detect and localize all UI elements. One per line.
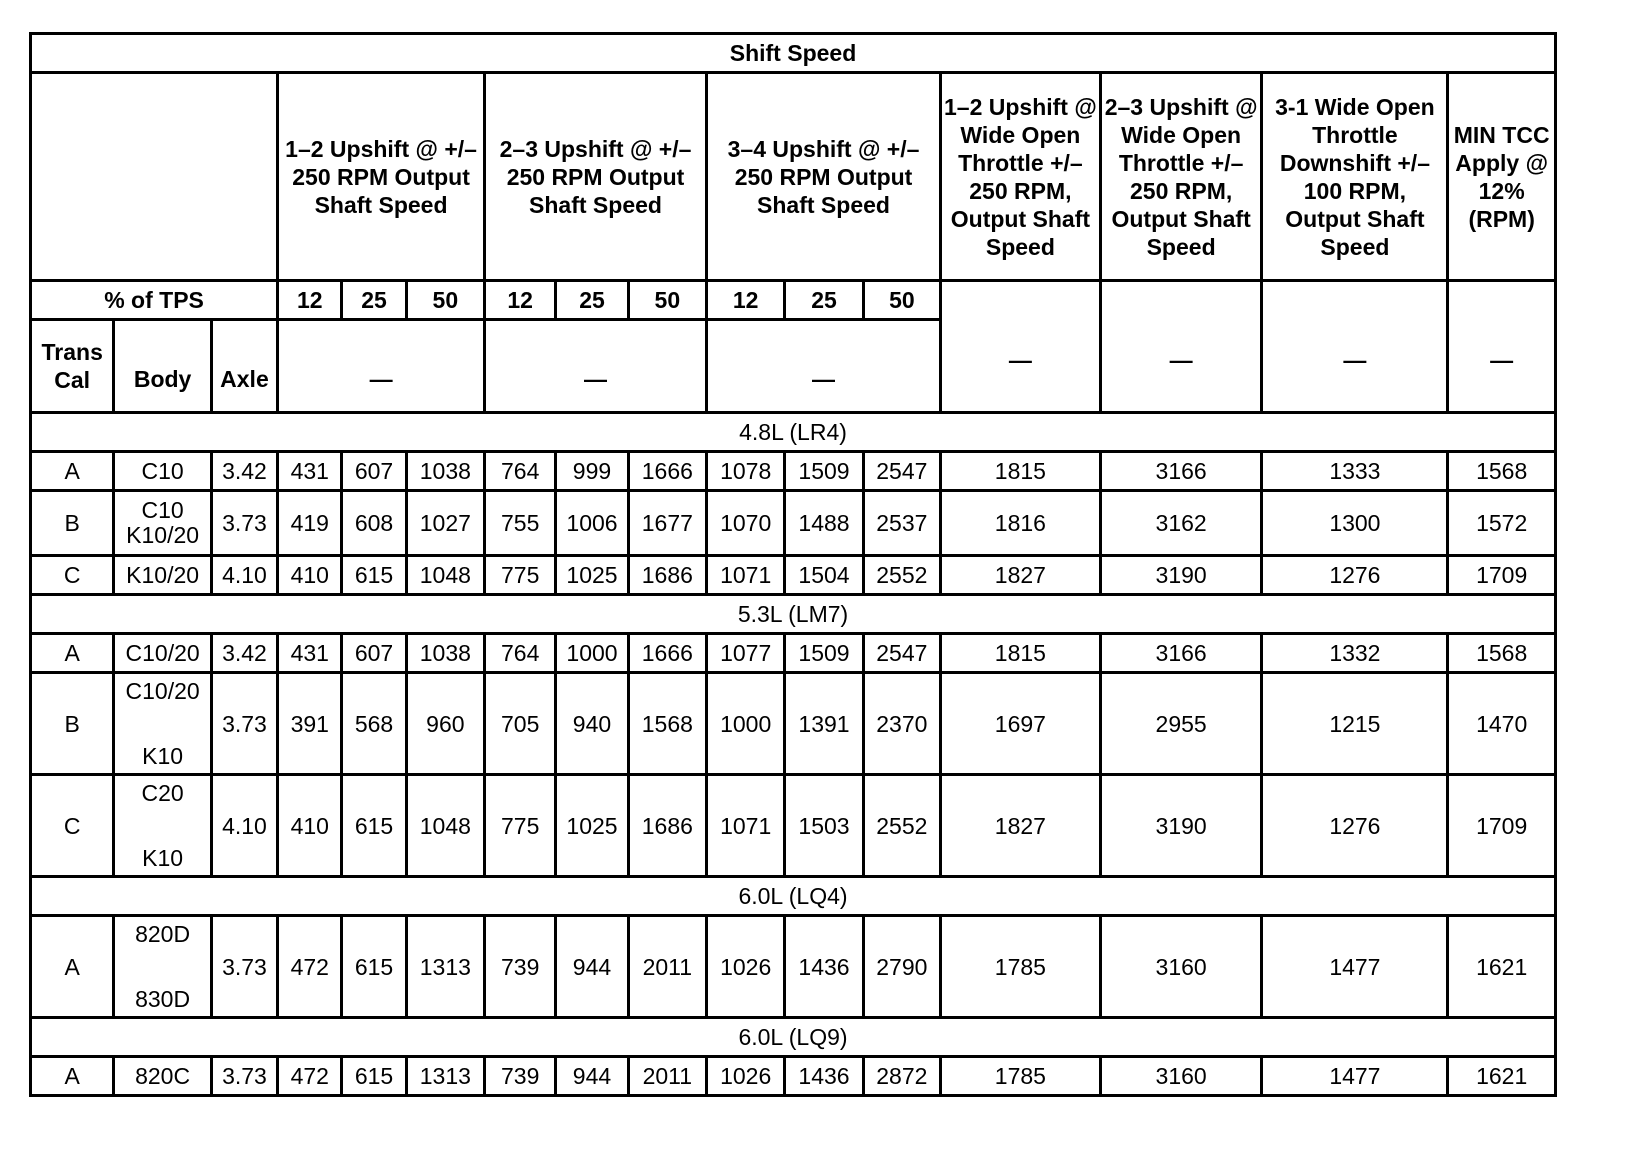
- tps-value: 12: [485, 281, 556, 320]
- value-cell: 1686: [628, 556, 706, 595]
- value-cell: 419: [278, 491, 342, 556]
- tps-value: 25: [342, 281, 406, 320]
- body-cell: [114, 1057, 211, 1096]
- body-line: C10: [141, 497, 184, 523]
- value-cell: 391: [278, 673, 342, 775]
- value-cell: 1568: [1448, 452, 1556, 491]
- value-cell: 1677: [628, 491, 706, 556]
- engine-group-row: [31, 595, 1556, 634]
- body-gap: [115, 809, 209, 842]
- body-line: K10/20: [126, 562, 200, 588]
- engine-group-label: 6.0L (LQ4): [31, 877, 1556, 916]
- trans-cal-cell: C: [31, 775, 114, 877]
- value-cell: 1509: [785, 634, 863, 673]
- axle-cell: 3.42: [211, 634, 277, 673]
- value-cell: 2552: [863, 556, 940, 595]
- engine-group-label: 6.0L (LQ9): [31, 1018, 1556, 1057]
- dash-cell: —: [707, 320, 941, 413]
- value-cell: 1488: [785, 491, 863, 556]
- dash-cell: —: [1262, 281, 1448, 413]
- tps-value: 25: [556, 281, 628, 320]
- value-cell: 2547: [863, 634, 940, 673]
- trans-cal-cell: A: [31, 1057, 114, 1096]
- value-cell: 739: [485, 1057, 556, 1096]
- value-cell: 940: [556, 673, 628, 775]
- value-cell: 2790: [863, 916, 940, 1018]
- value-cell: 1697: [941, 673, 1101, 775]
- value-cell: 775: [485, 556, 556, 595]
- dash-cell: —: [1448, 281, 1556, 413]
- value-cell: 1077: [707, 634, 785, 673]
- body-cell: [114, 775, 211, 877]
- header-wot-upshift-1-2: 1–2 Upshift @ Wide Open Throttle +/– 250 RPM, Output Shaft Speed: [941, 73, 1101, 281]
- axle-cell: 3.73: [211, 916, 277, 1018]
- value-cell: 615: [342, 775, 406, 877]
- value-cell: 1071: [707, 775, 785, 877]
- value-cell: 999: [556, 452, 628, 491]
- value-cell: 1038: [406, 634, 484, 673]
- value-cell: 1477: [1262, 916, 1448, 1018]
- value-cell: 2011: [628, 916, 706, 1018]
- value-cell: 3162: [1100, 491, 1262, 556]
- dash-cell: —: [485, 320, 707, 413]
- value-cell: 1333: [1262, 452, 1448, 491]
- value-cell: 1509: [785, 452, 863, 491]
- value-cell: 1666: [628, 634, 706, 673]
- trans-cal-cell: B: [31, 491, 114, 556]
- value-cell: 1568: [628, 673, 706, 775]
- value-cell: 1006: [556, 491, 628, 556]
- value-cell: 2547: [863, 452, 940, 491]
- value-cell: 775: [485, 775, 556, 877]
- body-gap: [115, 950, 209, 983]
- table-row: [31, 673, 1556, 775]
- table-row: [31, 916, 1556, 1018]
- value-cell: 2011: [628, 1057, 706, 1096]
- header-upshift-3-4: 3–4 Upshift @ +/– 250 RPM Output Shaft Speed: [707, 73, 941, 281]
- value-cell: 1785: [941, 1057, 1101, 1096]
- value-cell: 944: [556, 1057, 628, 1096]
- value-cell: 739: [485, 916, 556, 1018]
- value-cell: 1470: [1448, 673, 1556, 775]
- value-cell: 1572: [1448, 491, 1556, 556]
- value-cell: 944: [556, 916, 628, 1018]
- value-cell: 1078: [707, 452, 785, 491]
- header-upshift-1-2: 1–2 Upshift @ +/– 250 RPM Output Shaft Speed: [278, 73, 485, 281]
- value-cell: 764: [485, 452, 556, 491]
- value-cell: 1025: [556, 556, 628, 595]
- value-cell: 1391: [785, 673, 863, 775]
- body-cell: [114, 634, 211, 673]
- trans-cal-cell: C: [31, 556, 114, 595]
- value-cell: 1026: [707, 1057, 785, 1096]
- engine-group-label: 5.3L (LM7): [31, 595, 1556, 634]
- body-line: C10: [141, 458, 184, 484]
- value-cell: 3166: [1100, 452, 1262, 491]
- value-cell: 2370: [863, 673, 940, 775]
- value-cell: 1436: [785, 916, 863, 1018]
- value-cell: 764: [485, 634, 556, 673]
- value-cell: 410: [278, 775, 342, 877]
- value-cell: 1276: [1262, 775, 1448, 877]
- body-line: C10/20: [125, 640, 200, 666]
- value-cell: 1827: [941, 556, 1101, 595]
- shift-speed-table: [29, 32, 1557, 1097]
- dash-cell: —: [278, 320, 485, 413]
- value-cell: 1709: [1448, 775, 1556, 877]
- body-cell: [114, 673, 211, 775]
- tps-value: 25: [785, 281, 863, 320]
- value-cell: 3160: [1100, 916, 1262, 1018]
- value-cell: 1048: [406, 556, 484, 595]
- trans-cal-cell: A: [31, 452, 114, 491]
- engine-group-row: [31, 1018, 1556, 1057]
- body-line: K10: [142, 845, 184, 871]
- axle-cell: 4.10: [211, 775, 277, 877]
- body-cell: [114, 491, 211, 556]
- engine-group-row: [31, 413, 1556, 452]
- shift-speed-table-wrapper: [29, 32, 1557, 1097]
- value-cell: 615: [342, 1057, 406, 1096]
- value-cell: 705: [485, 673, 556, 775]
- value-cell: 1827: [941, 775, 1101, 877]
- value-cell: 1276: [1262, 556, 1448, 595]
- value-cell: 960: [406, 673, 484, 775]
- body-line: C10/20: [125, 678, 200, 704]
- value-cell: 1300: [1262, 491, 1448, 556]
- table-row: [31, 634, 1556, 673]
- value-cell: 3166: [1100, 634, 1262, 673]
- table-row: [31, 452, 1556, 491]
- value-cell: 1000: [556, 634, 628, 673]
- value-cell: 1313: [406, 1057, 484, 1096]
- trans-cal-cell: A: [31, 634, 114, 673]
- value-cell: 1026: [707, 916, 785, 1018]
- body-line: K10/20: [126, 522, 200, 548]
- value-cell: 1071: [707, 556, 785, 595]
- tps-label: % of TPS: [31, 281, 278, 320]
- tps-value: 12: [278, 281, 342, 320]
- table-row: [31, 491, 1556, 556]
- value-cell: 1815: [941, 634, 1101, 673]
- value-cell: 2537: [863, 491, 940, 556]
- value-cell: 1666: [628, 452, 706, 491]
- body-line: C20: [141, 780, 184, 806]
- body-gap: [115, 707, 209, 740]
- header-upshift-2-3: 2–3 Upshift @ +/– 250 RPM Output Shaft Speed: [485, 73, 707, 281]
- value-cell: 1000: [707, 673, 785, 775]
- col-trans-cal: Trans Cal: [31, 320, 114, 413]
- header-wot-downshift-3-1: 3-1 Wide Open Throttle Downshift +/– 100 RPM, Output Shaft Speed: [1262, 73, 1448, 281]
- body-line: 820D: [135, 921, 191, 947]
- value-cell: 568: [342, 673, 406, 775]
- table-body: [31, 413, 1556, 1096]
- tps-value: 50: [628, 281, 706, 320]
- value-cell: 1504: [785, 556, 863, 595]
- value-cell: 1621: [1448, 916, 1556, 1018]
- value-cell: 1038: [406, 452, 484, 491]
- value-cell: 431: [278, 634, 342, 673]
- tps-value: 50: [863, 281, 940, 320]
- value-cell: 431: [278, 452, 342, 491]
- value-cell: 1313: [406, 916, 484, 1018]
- value-cell: 1815: [941, 452, 1101, 491]
- value-cell: 2955: [1100, 673, 1262, 775]
- dash-cell: —: [1100, 281, 1262, 413]
- body-line: 820C: [135, 1063, 191, 1089]
- value-cell: 1215: [1262, 673, 1448, 775]
- value-cell: 615: [342, 916, 406, 1018]
- value-cell: 1621: [1448, 1057, 1556, 1096]
- col-body: Body: [114, 320, 211, 413]
- value-cell: 1709: [1448, 556, 1556, 595]
- axle-cell: 3.73: [211, 673, 277, 775]
- value-cell: 1025: [556, 775, 628, 877]
- value-cell: 472: [278, 1057, 342, 1096]
- body-cell: [114, 916, 211, 1018]
- table-row: [31, 556, 1556, 595]
- table-row: [31, 1057, 1556, 1096]
- value-cell: 1816: [941, 491, 1101, 556]
- axle-cell: 4.10: [211, 556, 277, 595]
- value-cell: 1477: [1262, 1057, 1448, 1096]
- value-cell: 607: [342, 634, 406, 673]
- value-cell: 2872: [863, 1057, 940, 1096]
- value-cell: 3190: [1100, 556, 1262, 595]
- value-cell: 1503: [785, 775, 863, 877]
- dash-cell: —: [941, 281, 1101, 413]
- tps-value: 50: [406, 281, 484, 320]
- value-cell: 472: [278, 916, 342, 1018]
- body-line: K10: [142, 743, 184, 769]
- value-cell: 3160: [1100, 1057, 1262, 1096]
- value-cell: 1785: [941, 916, 1101, 1018]
- body-line: 830D: [135, 986, 191, 1012]
- value-cell: 755: [485, 491, 556, 556]
- value-cell: 1070: [707, 491, 785, 556]
- value-cell: 1686: [628, 775, 706, 877]
- table-title: Shift Speed: [31, 34, 1556, 73]
- body-cell: [114, 556, 211, 595]
- value-cell: 1027: [406, 491, 484, 556]
- value-cell: 1568: [1448, 634, 1556, 673]
- value-cell: 1332: [1262, 634, 1448, 673]
- trans-cal-cell: A: [31, 916, 114, 1018]
- value-cell: 3190: [1100, 775, 1262, 877]
- tps-value: 12: [707, 281, 785, 320]
- value-cell: 410: [278, 556, 342, 595]
- header-wot-upshift-2-3: 2–3 Upshift @ Wide Open Throttle +/– 250 RPM, Output Shaft Speed: [1100, 73, 1262, 281]
- value-cell: 2552: [863, 775, 940, 877]
- value-cell: 608: [342, 491, 406, 556]
- header-blank: [31, 73, 278, 281]
- value-cell: 1048: [406, 775, 484, 877]
- value-cell: 607: [342, 452, 406, 491]
- table-row: [31, 775, 1556, 877]
- trans-cal-cell: B: [31, 673, 114, 775]
- engine-group-label: 4.8L (LR4): [31, 413, 1556, 452]
- axle-cell: 3.73: [211, 491, 277, 556]
- engine-group-row: [31, 877, 1556, 916]
- value-cell: 1436: [785, 1057, 863, 1096]
- col-axle: Axle: [211, 320, 277, 413]
- axle-cell: 3.73: [211, 1057, 277, 1096]
- value-cell: 615: [342, 556, 406, 595]
- axle-cell: 3.42: [211, 452, 277, 491]
- header-min-tcc-apply: MIN TCC Apply @ 12% (RPM): [1448, 73, 1556, 281]
- body-cell: [114, 452, 211, 491]
